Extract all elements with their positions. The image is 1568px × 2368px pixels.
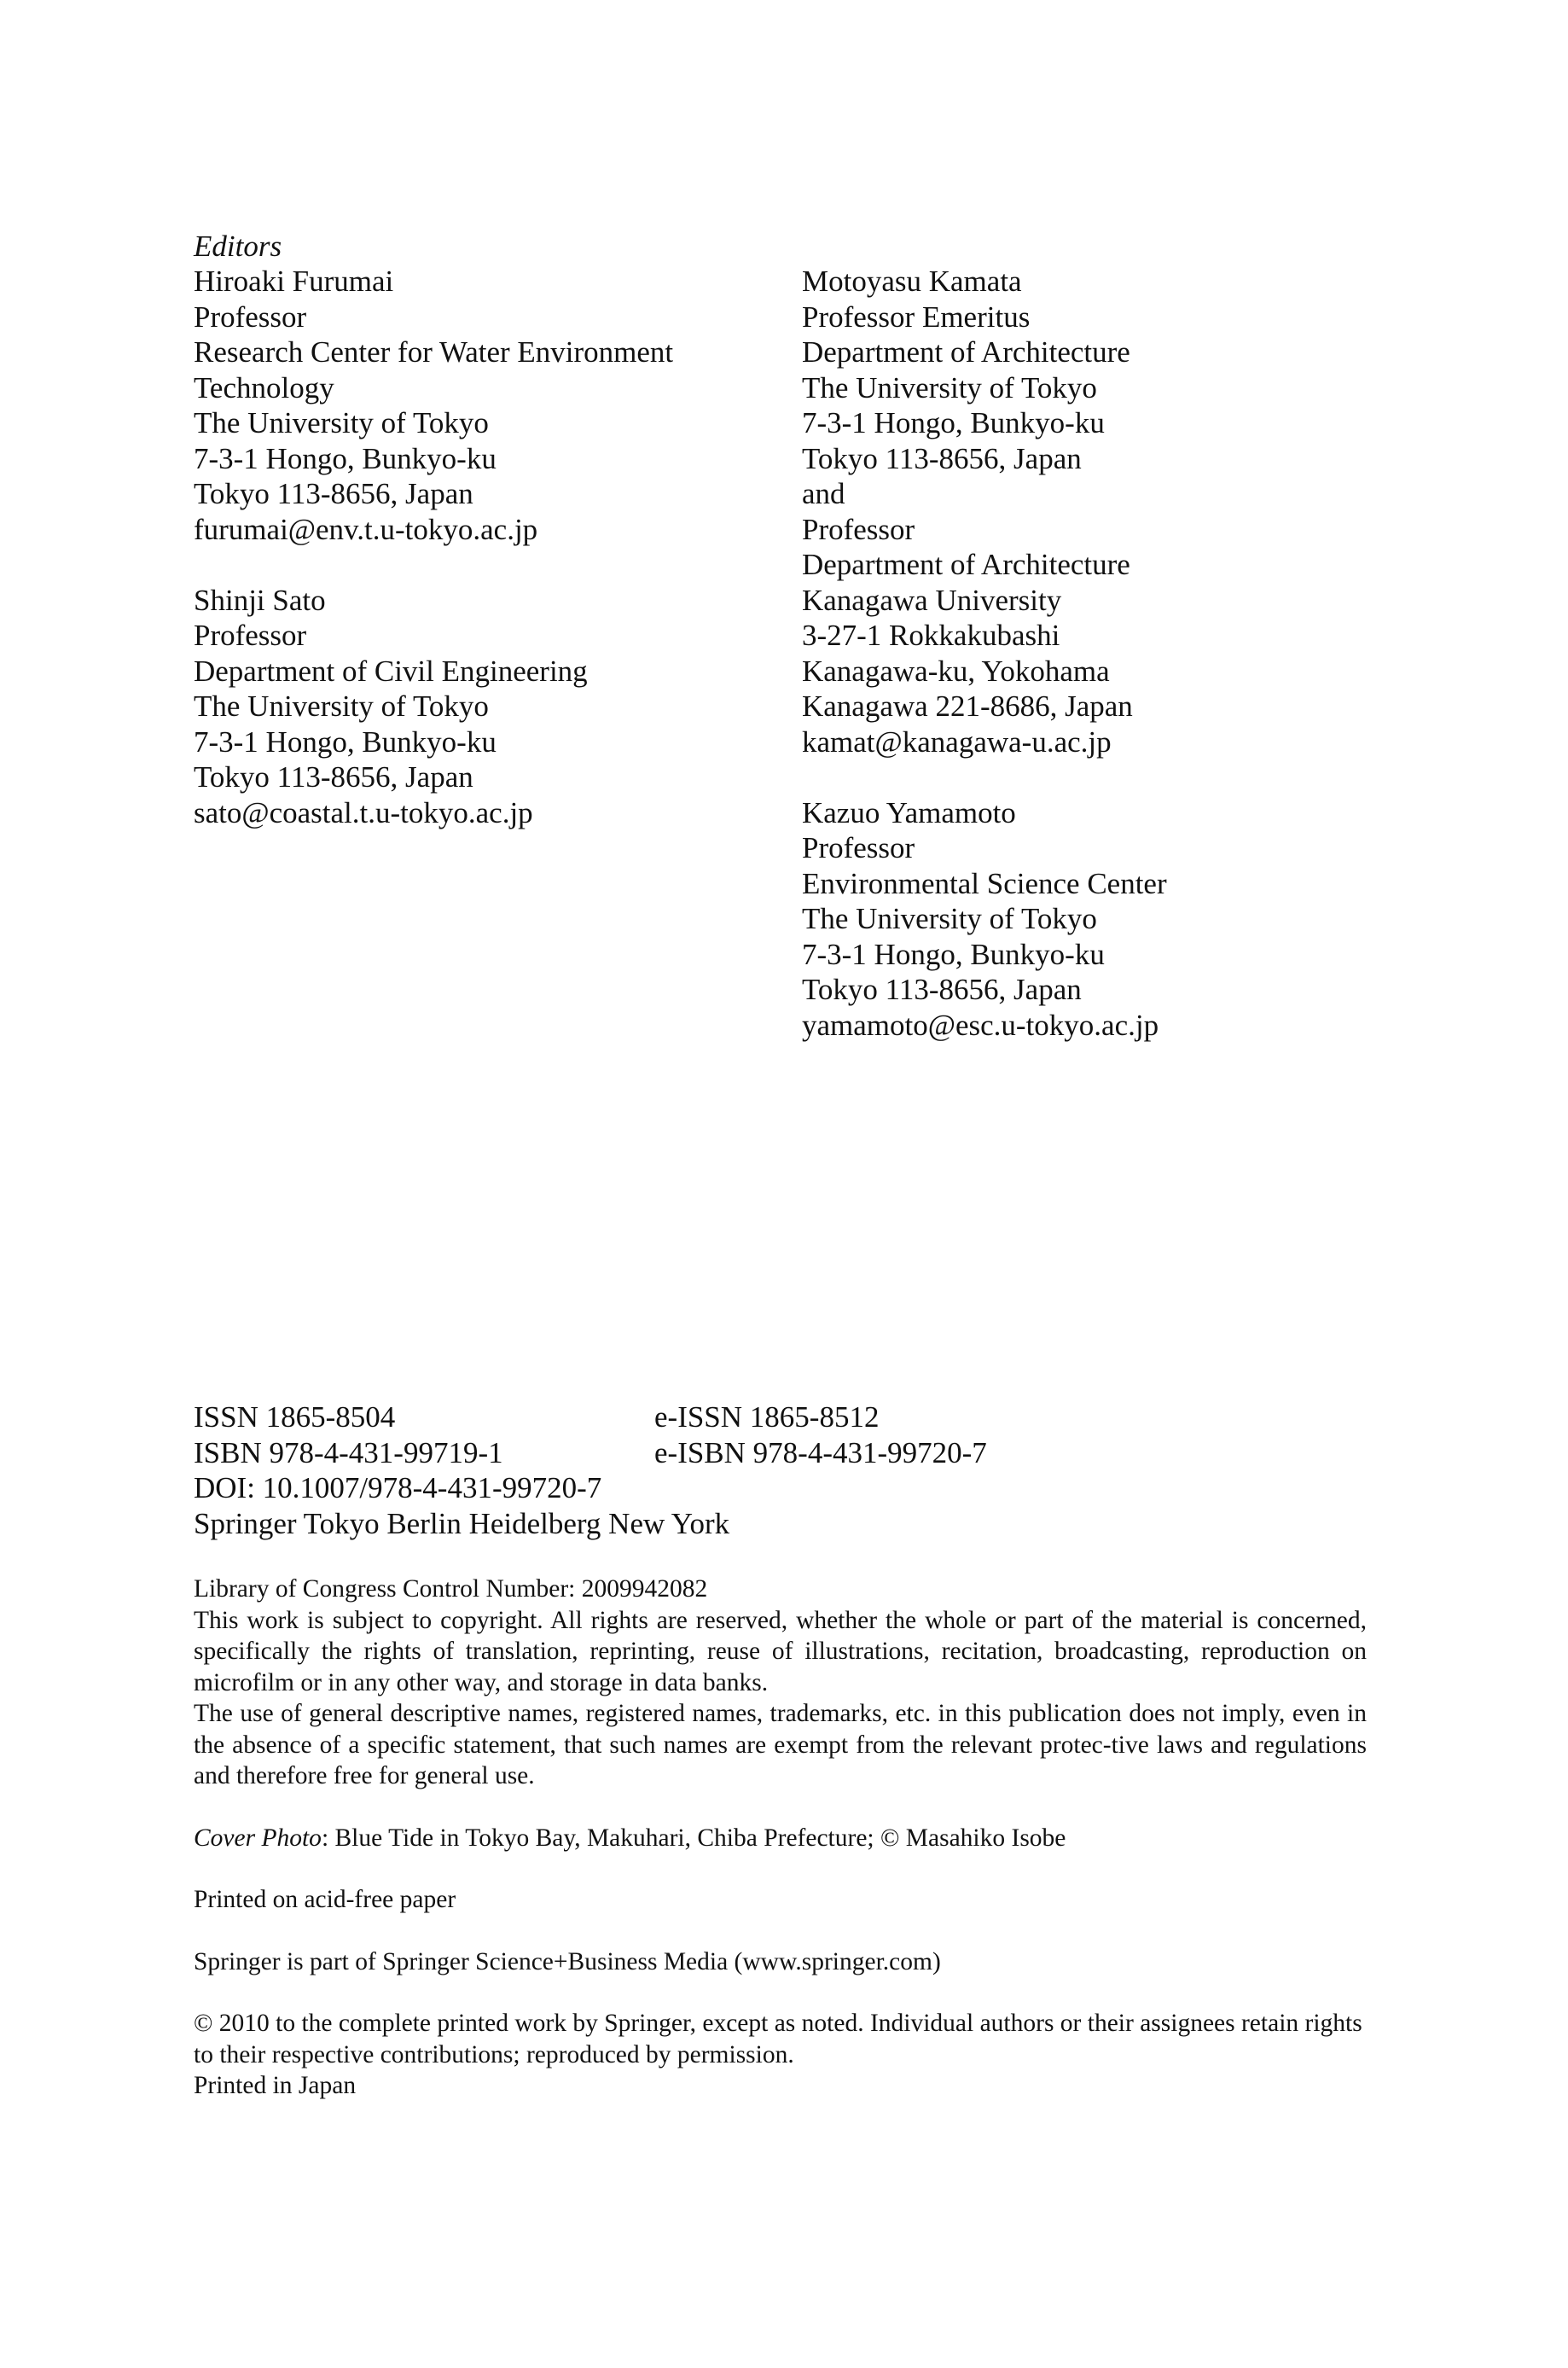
editor-address: Tokyo 113-8656, Japan <box>802 441 1082 475</box>
cover-photo-label: Cover Photo <box>194 1824 322 1852</box>
editor-affiliation: Department of Civil Engineering <box>194 654 588 688</box>
publication-identifiers <box>194 1399 1388 1541</box>
editor-address: 7-3-1 Hongo, Bunkyo-ku <box>802 406 1105 439</box>
editors-label: Editors <box>194 230 282 263</box>
lccn: Library of Congress Control Number: 2009942082 <box>194 1575 708 1603</box>
editor-email: sato@coastal.t.u-tokyo.ac.jp <box>194 795 533 829</box>
editor-name: Kazuo Yamamoto <box>802 795 1016 829</box>
editor-block-kamata <box>802 264 1348 759</box>
editor-address: Tokyo 113-8656, Japan <box>802 973 1082 1006</box>
editor-affiliation: Department of Architecture <box>802 335 1130 369</box>
editor-institution: Kanagawa University <box>802 583 1062 617</box>
editor-email: yamamoto@esc.u-tokyo.ac.jp <box>802 1008 1159 1042</box>
springer-note: Springer is part of Springer Science+Business Media (www.springer.com) <box>194 1947 941 1975</box>
issn: ISSN 1865-8504 <box>194 1400 396 1434</box>
editor-title: Professor <box>194 300 307 334</box>
editor-title: Professor Emeritus <box>802 300 1031 334</box>
e-issn: e-ISSN 1865-8512 <box>654 1400 880 1434</box>
cover-photo-text: : Blue Tide in Tokyo Bay, Makuhari, Chiba Prefecture; © Masahiko Isobe <box>321 1824 1066 1852</box>
editor-address: 7-3-1 Hongo, Bunkyo-ku <box>194 441 497 475</box>
editor-block-yamamoto <box>802 795 1348 1044</box>
editor-conjunction: and <box>802 477 845 510</box>
editor-affiliation: Department of Architecture <box>802 548 1130 581</box>
editor-address: 7-3-1 Hongo, Bunkyo-ku <box>194 724 497 759</box>
e-isbn: e-ISBN 978-4-431-99720-7 <box>654 1435 987 1469</box>
editor-address: 3-27-1 Rokkakubashi <box>802 619 1060 652</box>
editor-address: 7-3-1 Hongo, Bunkyo-ku <box>802 937 1105 971</box>
editor-name: Hiroaki Furumai <box>194 265 394 298</box>
legal-notices <box>194 1574 1367 2102</box>
editor-title: Professor <box>802 512 915 546</box>
editor-affiliation: Environmental Science Center <box>802 866 1167 900</box>
issn-row <box>194 1399 1388 1435</box>
names-notice: The use of general descriptive names, registered names, trademarks, etc. in this publication does not imply, even in the absence of a specific statement, that such names are exempt from the relevant protec-tive laws and regulations and therefore free for general use. <box>194 1700 1367 1789</box>
copyright-line: © 2010 to the complete printed work by Springer, except as noted. Individual authors or their assignees retain rights to their respective contributions; reproduced by permission. <box>194 2010 1362 2068</box>
isbn: ISBN 978-4-431-99719-1 <box>194 1435 503 1469</box>
doi: DOI: 10.1007/978-4-431-99720-7 <box>194 1471 602 1504</box>
editors-left-column <box>194 264 740 830</box>
editor-name: Motoyasu Kamata <box>802 265 1022 298</box>
editor-address: Kanagawa-ku, Yokohama <box>802 654 1110 688</box>
editor-block-sato <box>194 583 740 831</box>
editor-address: Tokyo 113-8656, Japan <box>194 760 473 794</box>
copyright-notice: This work is subject to copyright. All rights are reserved, whether the whole or part of the material is concerned, specifically the rights of translation, reprinting, reuse of illustrations, recitation, broadcasting, reproduction on microfilm or in any other way, and storage in data banks. <box>194 1606 1367 1696</box>
cover-photo-credit <box>194 1823 1367 1854</box>
editor-email: furumai@env.t.u-tokyo.ac.jp <box>194 512 538 546</box>
editor-institution: The University of Tokyo <box>194 406 489 439</box>
editor-institution: The University of Tokyo <box>802 370 1097 404</box>
editor-institution: The University of Tokyo <box>194 689 489 723</box>
editor-email: kamat@kanagawa-u.ac.jp <box>802 724 1112 759</box>
publisher-line: Springer Tokyo Berlin Heidelberg New York <box>194 1506 730 1540</box>
editor-address: Kanagawa 221-8686, Japan <box>802 689 1133 723</box>
isbn-row <box>194 1435 1388 1471</box>
editors-right-column <box>802 264 1348 1043</box>
editor-name: Shinji Sato <box>194 583 326 617</box>
editor-institution: The University of Tokyo <box>802 902 1097 935</box>
editor-address: Tokyo 113-8656, Japan <box>194 477 473 510</box>
printed-in: Printed in Japan <box>194 2072 357 2099</box>
editor-title: Professor <box>802 831 915 864</box>
editor-block-furumai <box>194 264 740 547</box>
editor-title: Professor <box>194 619 307 652</box>
editor-affiliation: Research Center for Water Environment <box>194 335 674 369</box>
editor-affiliation: Technology <box>194 370 334 404</box>
paper-note: Printed on acid-free paper <box>194 1886 456 1913</box>
